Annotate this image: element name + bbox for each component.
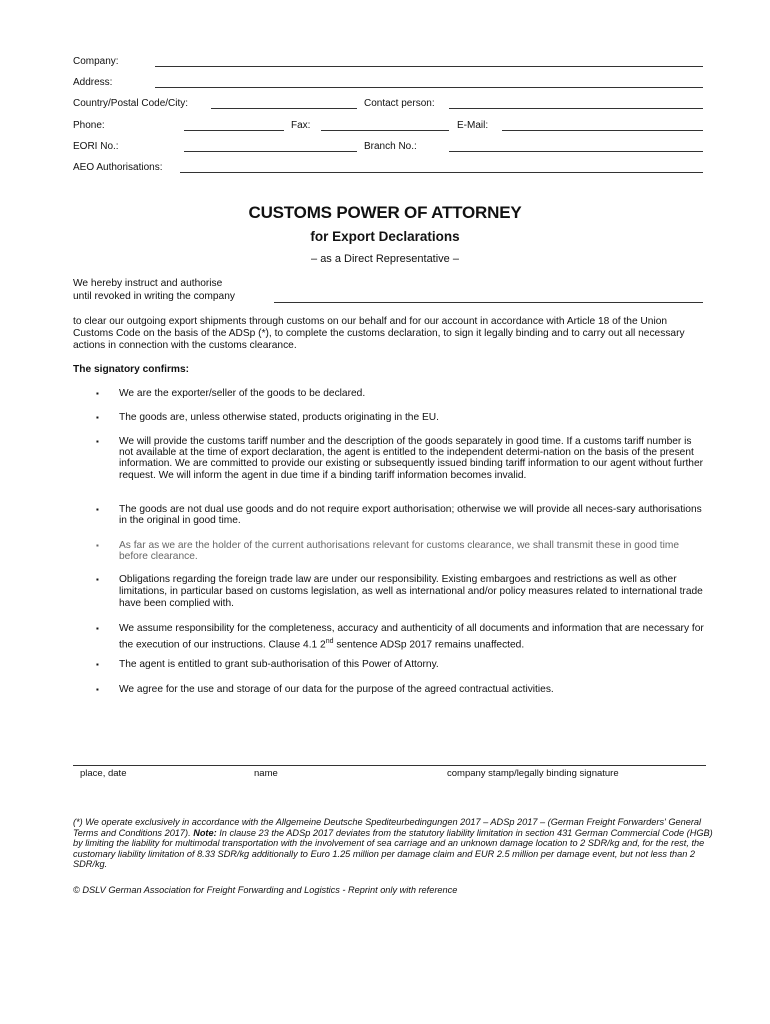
company-label: Company: (73, 56, 119, 67)
email-field[interactable] (502, 130, 703, 131)
bullet-icon: ▪ (96, 541, 99, 550)
signatory-heading: The signatory confirms: (73, 364, 190, 375)
bullet-icon: ▪ (96, 660, 99, 669)
aeo-label: AEO Authorisations: (73, 162, 163, 173)
stamp-signature-label: company stamp/legally binding signature (447, 768, 619, 779)
aeo-field[interactable] (180, 172, 703, 173)
footnote-note-label: Note: (193, 827, 217, 838)
place-date-label: place, date (80, 768, 127, 779)
confirmation-item: The agent is entitled to grant sub-authorisation of this Power of Attorny. (119, 659, 439, 670)
body-paragraph: to clear our outgoing export shipments through customs on our behalf and for our account in accordance with Article 18 of the Union Customs Code on the basis of the ADSp (*), to complete the customs declaration, to sign it legally binding and to carry out all necessary actions in connection with the customs clearance. (73, 316, 685, 352)
copyright-notice: © DSLV German Association for Freight Forwarding and Logistics - Reprint only with reference (73, 885, 458, 895)
bullet-icon: ▪ (96, 389, 99, 398)
address-label: Address: (73, 77, 113, 88)
footnote (73, 817, 713, 870)
confirmation-item (119, 623, 704, 651)
phone-label: Phone: (73, 120, 105, 131)
footnote-text: (*) We operate exclusively in accordance with the Allgemeine Deutsche Spediteurbedingungen 2017 – ADSp 2017 – (German Freight Forwarders' General Terms and Conditions 2017). (73, 817, 702, 838)
phone-field[interactable] (184, 130, 284, 131)
ordinal-suffix: nd (325, 637, 334, 645)
bullet-icon: ▪ (96, 413, 99, 422)
instruct-line-2: until revoked in writing the company (73, 291, 235, 302)
address-field[interactable] (155, 87, 703, 88)
branch-field[interactable] (449, 151, 703, 152)
bullet-icon: ▪ (96, 575, 99, 584)
confirmation-item: The goods are not dual use goods and do not require export authorisation; otherwise we will provide all neces-sary authorisations in the original in good time. (119, 504, 702, 527)
company-field[interactable] (155, 66, 703, 67)
bullet-icon: ▪ (96, 624, 99, 633)
confirmation-item: As far as we are the holder of the current authorisations relevant for customs clearance, we shall transmit these in good time before clearance. (119, 540, 680, 563)
confirmation-item: We are the exporter/seller of the goods to be declared. (119, 388, 366, 399)
clause-text-end: sentence ADSp 2017 remains unaffected. (333, 638, 525, 650)
bullet-icon: ▪ (96, 685, 99, 694)
agent-company-field[interactable] (274, 302, 703, 303)
eori-field[interactable] (184, 151, 357, 152)
footnote-text-rest: In clause 23 the ADSp 2017 deviates from the statutory liability limitation in section 431 German Commercial Code (HGB) by limiting the liability for multimodal transportation with the involvement of sea carriage and an unknown damage location to 2 SDR/kg and, for the rest, the customary liability limitation of 8.33 SDR/kg additionally to Euro 1.25 million per damage claim and EUR 2.5 million per damage event, but not less than 2 SDR/kg. (73, 827, 713, 870)
signature-line[interactable] (73, 765, 706, 766)
fax-label: Fax: (291, 120, 311, 131)
branch-label: Branch No.: (364, 141, 417, 152)
document-title: CUSTOMS POWER OF ATTORNEY (248, 203, 522, 222)
fax-field[interactable] (321, 130, 449, 131)
confirmation-item: We agree for the use and storage of our data for the purpose of the agreed contractual activities. (119, 684, 554, 695)
confirmation-item: Obligations regarding the foreign trade law are under our responsibility. Existing embargoes and restrictions as well as other limitations, in particular based on customs legislation, as well as international and/or policy measures related to international trade have been complied with. (119, 574, 703, 609)
eori-label: EORI No.: (73, 141, 119, 152)
contact-label: Contact person: (364, 98, 435, 109)
country-label: Country/Postal Code/City: (73, 98, 189, 109)
contact-field[interactable] (449, 108, 703, 109)
bullet-icon: ▪ (96, 437, 99, 446)
confirmation-item: The goods are, unless otherwise stated, products originating in the EU. (119, 412, 439, 423)
document-subtitle: for Export Declarations (310, 229, 460, 244)
instruct-line-1: We hereby instruct and authorise (73, 278, 223, 289)
email-label: E-Mail: (457, 120, 489, 131)
name-label: name (254, 768, 278, 779)
bullet-icon: ▪ (96, 505, 99, 514)
clause-text: We assume responsibility for the completeness, accuracy and authenticity of all documents and information that are necessary for the execution of our instructions. Clause 4.1 2 (119, 623, 704, 650)
confirmation-item: We will provide the customs tariff number and the description of the goods separately in good time. If a customs tariff number is not available at the time of export declaration, the agent is entitled to the independent determi-nation on the basis of the present information. We are committed to provide our existing or subsequently issued binding tariff information to our agent without further request. We will inform the agent in due time if a binding tariff information becomes invalid. (119, 436, 704, 481)
country-field[interactable] (211, 108, 357, 109)
representation-note: – as a Direct Representative – (311, 253, 459, 265)
